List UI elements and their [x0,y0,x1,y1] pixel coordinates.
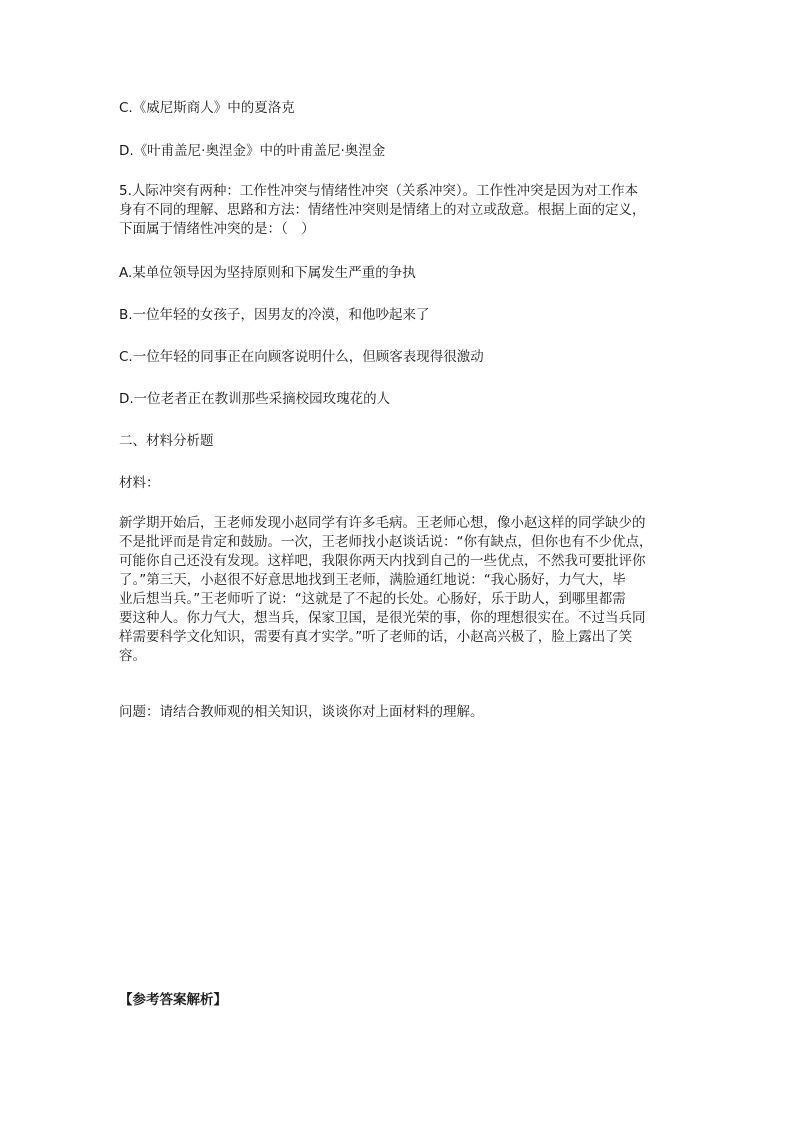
material-line: 容。 [119,648,146,664]
question-5-line: 下面属于情绪性冲突的是：（ ） [119,221,315,237]
material-line: 业后想当兵。”王老师听了说：“这就是了不起的长处。心肠好，乐于助人，到哪里都需 [119,591,626,607]
question-5-stem [119,182,679,239]
material-line: 不是批评而是肯定和鼓励。一次，王老师找小赵谈话说：“你有缺点，但你也有不少优点， [119,534,653,550]
question-5-option-d: D.一位老者正在教训那些采摘校园玫瑰花的人 [119,391,391,407]
material-line: 要这种人。你力气大，想当兵，保家卫国，是很光荣的事，你的理想很实在。不过当兵同 [119,610,646,626]
option-c-prev: C.《威尼斯商人》中的夏洛克 [119,100,295,116]
material-text [119,514,679,666]
analysis-question: 问题：请结合教师观的相关知识，谈谈你对上面材料的理解。 [119,704,484,720]
material-line: 新学期开始后，王老师发现小赵同学有许多毛病。王老师心想，像小赵这样的同学缺少的 [119,515,646,531]
question-5-line: 身有不同的理解、思路和方法：情绪性冲突则是情绪上的对立或敌意。根据上面的定义， [119,202,646,218]
question-5-option-b: B.一位年轻的女孩子，因男友的冷漠，和他吵起来了 [119,307,430,323]
material-label: 材料： [119,475,160,491]
material-line: 可能你自己还没有发现。这样吧，我限你两天内找到自己的一些优点，不然我可要批评你 [119,553,646,569]
material-line: 了。”第三天，小赵很不好意思地找到王老师，满脸通红地说：“我心肠好，力气大，毕 [119,572,626,588]
section-heading: 二、材料分析题 [119,433,214,449]
answer-heading: 【参考答案解析】 [119,992,227,1008]
question-5-option-a: A.某单位领导因为坚持原则和下属发生严重的争执 [119,265,416,281]
question-5-line: 5.人际冲突有两种：工作性冲突与情绪性冲突（关系冲突）。工作性冲突是因为对工作本 [119,183,639,199]
option-d-prev: D.《叶甫盖尼·奥涅金》中的叶甫盖尼·奥涅金 [119,143,386,159]
question-5-option-c: C.一位年轻的同事正在向顾客说明什么，但顾客表现得很激动 [119,349,484,365]
material-line: 样需要科学文化知识，需要有真才实学。”听了老师的话，小赵高兴极了，脸上露出了笑 [119,629,633,645]
